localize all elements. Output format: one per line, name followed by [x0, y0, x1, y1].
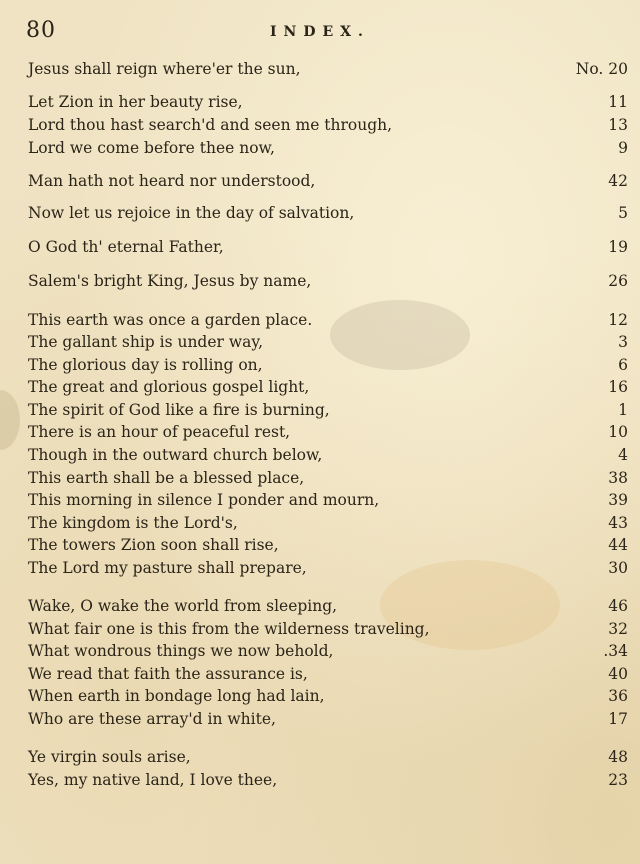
index-entry [28, 58, 628, 80]
hymn-number: 26 [608, 272, 628, 290]
hymn-number: 30 [608, 559, 628, 577]
index-entry [28, 489, 628, 511]
hymn-number: 44 [608, 536, 628, 554]
page-number: 80 [26, 18, 56, 43]
index-entry [28, 618, 628, 640]
index-entry [28, 769, 628, 791]
index-entry [28, 557, 628, 579]
hymn-title: This earth shall be a blessed place, [28, 469, 305, 487]
index-entry [28, 534, 628, 556]
index-entry [28, 444, 628, 466]
hymn-title: This earth was once a garden place. [28, 311, 313, 329]
index-entry [28, 236, 628, 258]
hymn-number: 4 [618, 446, 628, 464]
hymn-number: 6 [618, 356, 628, 374]
hymn-title: The gallant ship is under way, [28, 333, 263, 351]
hymn-number: 10 [608, 423, 628, 441]
hymn-number: 16 [608, 378, 628, 396]
hymn-title: What fair one is this from the wilderness traveling, [28, 620, 430, 638]
index-entry [28, 640, 628, 662]
index-entry [28, 467, 628, 489]
hymn-number: 1 [618, 401, 628, 419]
index-entry [28, 331, 628, 353]
hymn-title: The great and glorious gospel light, [28, 378, 310, 396]
hymn-title: The glorious day is rolling on, [28, 356, 263, 374]
hymn-title: Lord we come before thee now, [28, 139, 275, 157]
hymn-title: Now let us rejoice in the day of salvation, [28, 204, 355, 222]
hymn-title: Let Zion in her beauty rise, [28, 93, 243, 111]
index-entry [28, 114, 628, 136]
hymn-number: 19 [608, 238, 628, 256]
hymn-title: The spirit of God like a fire is burning, [28, 401, 330, 419]
hymn-number: 48 [608, 748, 628, 766]
hymn-number: 39 [608, 491, 628, 509]
index-entry [28, 399, 628, 421]
hymn-title: Yes, my native land, I love thee, [28, 771, 278, 789]
paper-stain [0, 390, 20, 450]
hymn-title: O God th' eternal Father, [28, 238, 224, 256]
hymn-number: 13 [608, 116, 628, 134]
hymn-number: .34 [603, 642, 628, 660]
hymn-number: 17 [608, 710, 628, 728]
hymn-title: We read that faith the assurance is, [28, 665, 308, 683]
hymn-title: Salem's bright King, Jesus by name, [28, 272, 312, 290]
index-entry [28, 663, 628, 685]
hymn-title: There is an hour of peaceful rest, [28, 423, 291, 441]
index-entry [28, 685, 628, 707]
hymn-number: 36 [608, 687, 628, 705]
hymn-title: When earth in bondage long had lain, [28, 687, 325, 705]
hymn-title: This morning in silence I ponder and mourn, [28, 491, 380, 509]
index-entry [28, 309, 628, 331]
index-entry [28, 421, 628, 443]
hymn-number: 5 [618, 204, 628, 222]
index-entry [28, 270, 628, 292]
hymn-title: Though in the outward church below, [28, 446, 323, 464]
hymn-number: 46 [608, 597, 628, 615]
index-entry [28, 708, 628, 730]
index-entry [28, 512, 628, 534]
hymn-title: What wondrous things we now behold, [28, 642, 334, 660]
hymn-number: 3 [618, 333, 628, 351]
index-entry [28, 202, 628, 224]
hymn-title: Jesus shall reign where'er the sun, [28, 60, 301, 78]
hymn-number: 11 [608, 93, 628, 111]
hymn-number: 42 [608, 172, 628, 190]
index-entry [28, 376, 628, 398]
hymn-title: The towers Zion soon shall rise, [28, 536, 279, 554]
hymn-number: 23 [608, 771, 628, 789]
index-entry [28, 170, 628, 192]
hymn-title: Who are these array'd in white, [28, 710, 276, 728]
hymn-number: 9 [618, 139, 628, 157]
index-entry [28, 746, 628, 768]
hymn-title: Wake, O wake the world from sleeping, [28, 597, 338, 615]
hymn-title: The kingdom is the Lord's, [28, 514, 238, 532]
hymn-number: 43 [608, 514, 628, 532]
index-entry [28, 91, 628, 113]
hymn-title: The Lord my pasture shall prepare, [28, 559, 307, 577]
hymn-title: Ye virgin souls arise, [28, 748, 191, 766]
hymn-number: 32 [608, 620, 628, 638]
hymn-title: Lord thou hast search'd and seen me through, [28, 116, 393, 134]
hymn-number: No. 20 [575, 60, 628, 78]
index-entry [28, 137, 628, 159]
hymn-number: 40 [608, 665, 628, 683]
index-entry [28, 595, 628, 617]
hymn-number: 12 [608, 311, 628, 329]
hymn-title: Man hath not heard nor understood, [28, 172, 316, 190]
page-title: INDEX. [270, 24, 370, 40]
hymn-number: 38 [608, 469, 628, 487]
index-entry [28, 354, 628, 376]
